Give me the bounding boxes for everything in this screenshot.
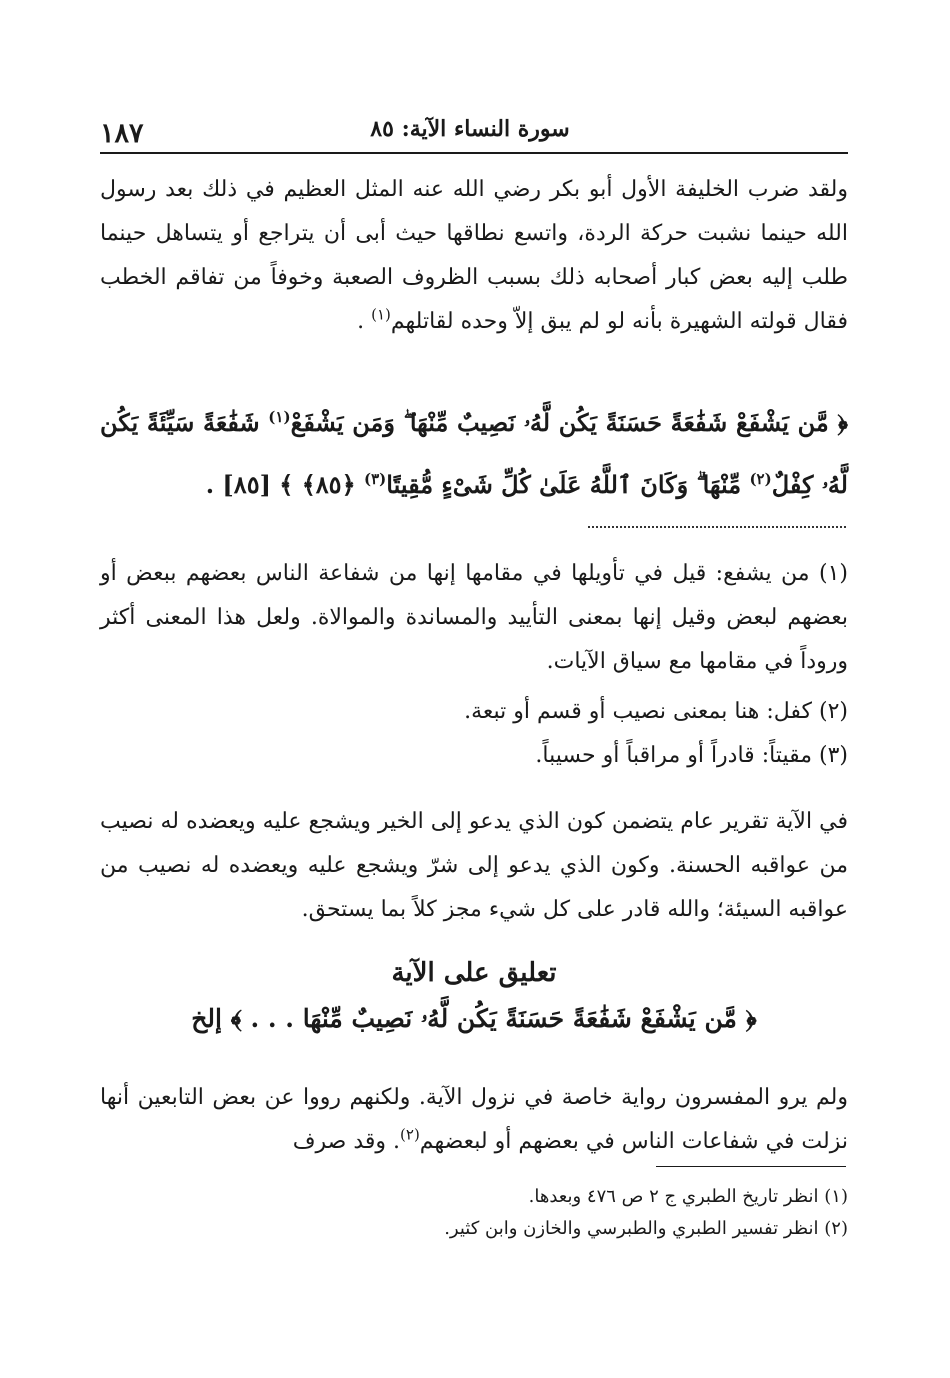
verse-ref-2: (٢) — [749, 470, 772, 488]
intro-paragraph-text: ولقد ضرب الخليفة الأول أبو بكر رضي الله عنه المثل العظيم في ذلك بعد رسول الله حينما نشبت حركة الردة، واتسع نطاقها حيث أبى أن يتراجع أو يتساهل حينما طلب إليه بعض كبار أصحابه ذلك بسبب الظروف الصعبة وخوفاً من تفاقم الخطب فقال قولته الشهيرة بأنه لو لم يبق إلاّ وحده لقاتلهم — [100, 177, 848, 334]
footnote-1: (١) انظر تاريخ الطبري ج ٢ ص ٤٧٦ وبعدها. — [528, 1186, 848, 1207]
dotted-separator — [588, 526, 846, 528]
section-verse-heading: ﴿ مَّن يَشْفَعْ شَفَٰعَةً حَسَنَةً يَكُن لَّهُۥ نَصِيبٌ مِّنْهَا . . . ﴾ إلخ — [191, 1004, 757, 1033]
verse-ref-1: (١) — [268, 408, 291, 426]
running-head: سورة النساء الآية: ٨٥ — [370, 116, 570, 142]
verse-ref-3: (٣) — [363, 470, 387, 488]
verse-note-3: (٣) مقيتاً: قادراً أو مراقباً أو حسيباً. — [535, 743, 848, 768]
intro-paragraph-tail: . — [357, 309, 372, 334]
verse-part-4: ﴿٨٥﴾ ﴾ [٨٥] . — [205, 470, 364, 499]
footnote-rule — [656, 1166, 846, 1167]
footnote-ref-2: (٢) — [400, 1125, 420, 1144]
verse-part-2: شَفَٰعَةً سَيِّئَةً يَكُن لَّهُۥ كِفْلٌ — [100, 408, 848, 499]
header-rule — [100, 152, 848, 154]
footnote-2: (٢) انظر تفسير الطبري والطبرسي والخازن وابن كثير. — [444, 1218, 848, 1239]
final-paragraph-tail: . وقد صرف — [292, 1129, 401, 1154]
page-number: ١٨٧ — [100, 118, 144, 149]
summary-paragraph: في الآية تقرير عام يتضمن كون الذي يدعو إلى الخير ويشجع عليه ويعضده له نصيب من عواقبه الحسنة. وكون الذي يدعو إلى شرّ ويشجع عليه ويعضده له نصيب من عواقبه السيئة؛ والله قادر على كل شيء مجز كلاً بما يستحق. — [100, 809, 848, 922]
verse-note-1: (١) من يشفع: قيل في تأويلها في مقامها إنها من شفاعة الناس بعضهم ببعض أو بعضهم لبعض وقيل إنها بمعنى التأييد والمساندة والموالاة. ولعل هذا المعنى أكثر وروداً في مقامها مع سياق الآيات. — [100, 561, 848, 674]
footnote-ref-1: (١) — [371, 305, 391, 324]
section-title: تعليق على الآية — [391, 958, 557, 988]
verse-part-1: ﴿ مَّن يَشْفَعْ شَفَٰعَةً حَسَنَةً يَكُن لَّهُۥ نَصِيبٌ مِّنْهَا ۖ وَمَن يَشْفَعْ — [290, 408, 848, 437]
verse-part-3: مِّنْهَا ۗ وَكَانَ ٱللَّهُ عَلَىٰ كُلِّ شَىْءٍ مُّقِيتًا — [386, 470, 750, 499]
quran-verse — [100, 392, 848, 516]
final-paragraph — [100, 1076, 848, 1164]
final-paragraph-text: ولم يرو المفسرون رواية خاصة في نزول الآية. ولكنهم رووا عن بعض التابعين أنها نزلت في شفاعات الناس في بعضهم أو لبعضهم — [100, 1085, 848, 1154]
verse-note-2: (٢) كفل: هنا بمعنى نصيب أو قسم أو تبعة. — [464, 699, 848, 724]
intro-paragraph — [100, 168, 848, 344]
